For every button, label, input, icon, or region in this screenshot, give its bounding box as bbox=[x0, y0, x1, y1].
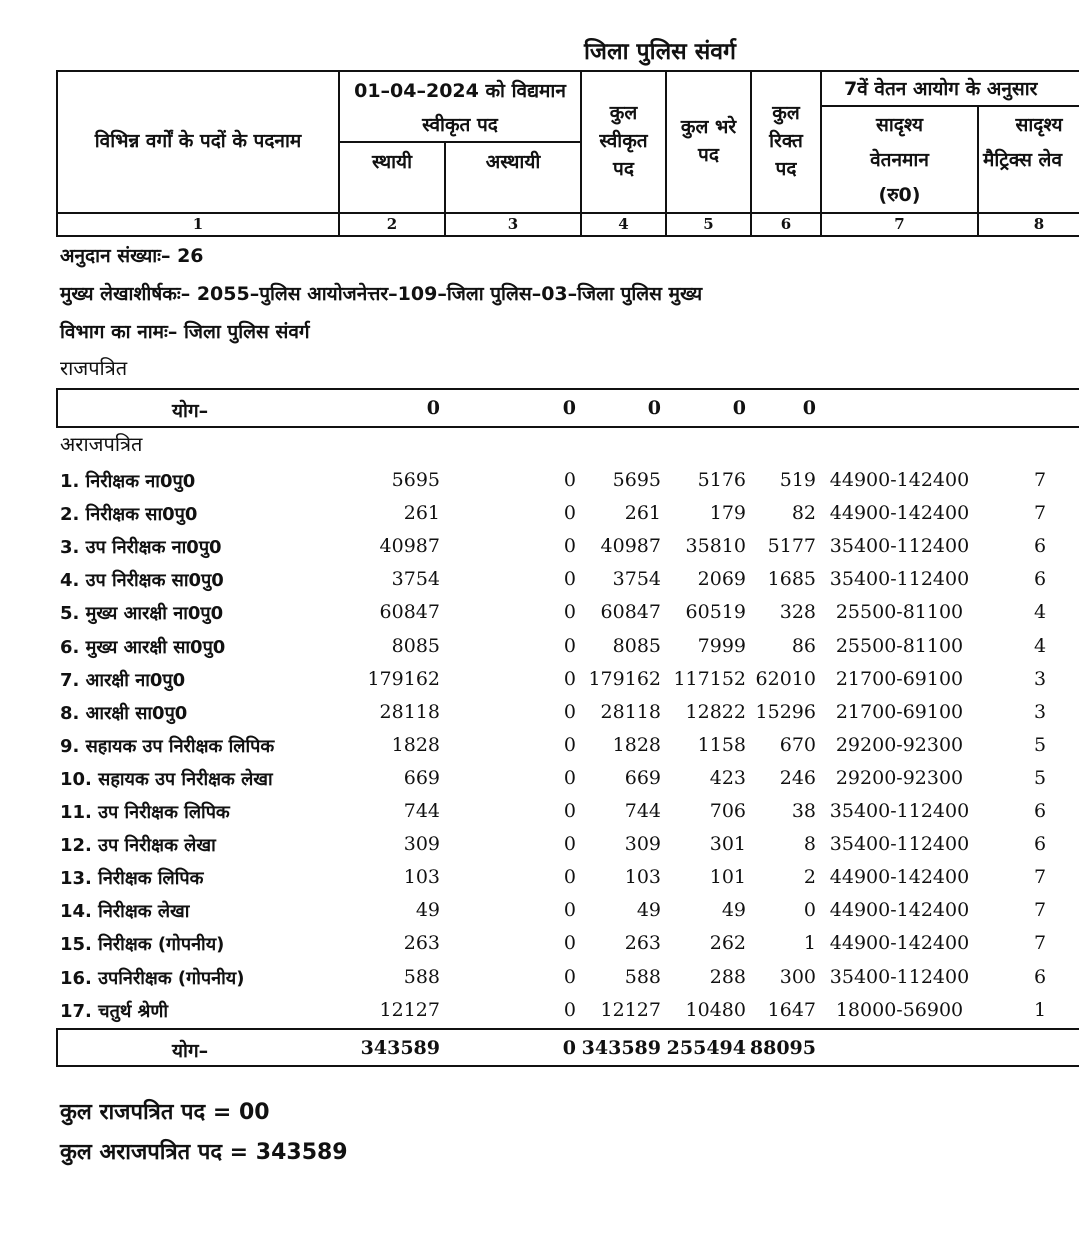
non-gazetted-heading: अराजपत्रित bbox=[60, 432, 143, 456]
row-temporary: 0 bbox=[563, 568, 576, 591]
row-pay: 44900-142400 bbox=[829, 899, 970, 922]
row-filled: 5176 bbox=[697, 469, 746, 491]
table-row bbox=[0, 863, 1079, 896]
account-head: मुख्य लेखाशीर्षकः– 2055–पुलिस आयोजनेत्तर–109–जिला पुलिस–03–जिला पुलिस मुख्य bbox=[60, 283, 703, 305]
row-vacant: 246 bbox=[779, 766, 816, 789]
row-post-name: 11. उप निरीक्षक लिपिक bbox=[60, 802, 230, 823]
row-level: 6 bbox=[1033, 833, 1047, 856]
row-pay: 21700-69100 bbox=[835, 667, 964, 690]
table-row bbox=[0, 996, 1079, 1029]
row-sanctioned: 60847 bbox=[600, 601, 661, 624]
gazetted-total-label: योग– bbox=[172, 400, 209, 422]
header-col6-line2: रिक्त bbox=[769, 130, 803, 152]
row-permanent: 12127 bbox=[379, 998, 440, 1021]
row-post-name: 8. आरक्षी सा0पु0 bbox=[60, 702, 188, 724]
row-vacant: 38 bbox=[791, 800, 816, 822]
row-pay: 44900-142400 bbox=[829, 469, 970, 491]
row-sanctioned: 12127 bbox=[600, 998, 661, 1021]
non-gazetted-total-temporary: 0 bbox=[562, 1037, 576, 1059]
row-pay: 35400-112400 bbox=[829, 535, 970, 558]
row-vacant: 15296 bbox=[755, 700, 816, 723]
col-number-1: 1 bbox=[192, 215, 204, 233]
row-sanctioned: 103 bbox=[624, 866, 661, 889]
row-temporary: 0 bbox=[563, 469, 576, 491]
row-vacant: 300 bbox=[779, 965, 816, 988]
header-col3: अस्थायी bbox=[485, 151, 541, 173]
row-vacant: 1 bbox=[803, 932, 816, 955]
footer-non-gazetted-total: कुल अराजपत्रित पद = 343589 bbox=[60, 1140, 348, 1165]
row-post-name: 4. उप निरीक्षक सा0पु0 bbox=[60, 570, 224, 592]
row-temporary: 0 bbox=[563, 833, 576, 856]
row-sanctioned: 8085 bbox=[612, 634, 661, 657]
row-vacant: 519 bbox=[779, 469, 816, 491]
row-sanctioned: 261 bbox=[624, 502, 661, 525]
row-permanent: 179162 bbox=[367, 667, 440, 690]
row-vacant: 62010 bbox=[755, 667, 816, 690]
non-gazetted-total-label: योग– bbox=[172, 1040, 209, 1062]
row-level: 7 bbox=[1033, 932, 1047, 955]
row-level: 7 bbox=[1033, 469, 1047, 491]
row-post-name: 6. मुख्य आरक्षी सा0पु0 bbox=[60, 636, 226, 658]
row-post-name: 7. आरक्षी ना0पु0 bbox=[60, 669, 186, 691]
row-temporary: 0 bbox=[563, 998, 576, 1021]
row-temporary: 0 bbox=[563, 899, 576, 922]
row-pay: 21700-69100 bbox=[835, 700, 964, 723]
row-level: 3 bbox=[1033, 667, 1047, 690]
row-level: 6 bbox=[1033, 965, 1047, 988]
table-row bbox=[0, 764, 1079, 797]
row-post-name: 1. निरीक्षक ना0पु0 bbox=[60, 471, 196, 492]
row-filled: 7999 bbox=[697, 634, 746, 657]
row-filled: 2069 bbox=[697, 568, 746, 591]
row-filled: 12822 bbox=[685, 700, 746, 723]
row-level: 7 bbox=[1033, 899, 1047, 922]
row-vacant: 5177 bbox=[767, 535, 816, 558]
non-gazetted-total-filled: 255494 bbox=[666, 1037, 746, 1059]
header-col4-line2: स्वीकृत bbox=[599, 130, 648, 152]
row-temporary: 0 bbox=[563, 502, 576, 525]
row-permanent: 40987 bbox=[379, 535, 440, 558]
row-level: 1 bbox=[1033, 998, 1047, 1021]
row-filled: 288 bbox=[709, 965, 746, 988]
col-number-8: 8 bbox=[1033, 215, 1045, 233]
table-row bbox=[0, 896, 1079, 929]
row-temporary: 0 bbox=[563, 766, 576, 789]
row-post-name: 17. चतुर्थ श्रेणी bbox=[60, 1000, 169, 1022]
header-col23-line1: 01–04–2024 को विद्यमान bbox=[354, 80, 566, 102]
header-col7-line1: सादृश्य bbox=[876, 114, 923, 136]
table-row bbox=[0, 632, 1079, 665]
row-vacant: 1685 bbox=[767, 568, 816, 591]
row-pay: 44900-142400 bbox=[829, 866, 970, 889]
table-row bbox=[0, 963, 1079, 996]
table-row bbox=[0, 698, 1079, 731]
row-post-name: 9. सहायक उप निरीक्षक लिपिक bbox=[60, 735, 275, 757]
gazetted-total-permanent: 0 bbox=[426, 397, 440, 419]
row-vacant: 82 bbox=[791, 502, 816, 525]
row-filled: 60519 bbox=[685, 601, 746, 624]
header-col8-line1: सादृश्य bbox=[1015, 114, 1063, 136]
row-pay: 18000-56900 bbox=[835, 998, 964, 1021]
col-number-6: 6 bbox=[780, 215, 792, 233]
row-pay: 35400-112400 bbox=[829, 800, 970, 822]
row-permanent: 263 bbox=[403, 932, 440, 955]
page-title: जिला पुलिस संवर्ग bbox=[583, 39, 737, 65]
col-number-3: 3 bbox=[507, 215, 519, 233]
row-temporary: 0 bbox=[563, 634, 576, 657]
non-gazetted-total-vacant: 88095 bbox=[749, 1037, 816, 1059]
row-filled: 423 bbox=[709, 766, 746, 789]
row-permanent: 309 bbox=[403, 833, 440, 856]
row-level: 6 bbox=[1033, 535, 1047, 558]
grant-number: अनुदान संख्याः– 26 bbox=[60, 245, 204, 267]
table-row bbox=[0, 797, 1079, 830]
row-post-name: 5. मुख्य आरक्षी ना0पु0 bbox=[60, 603, 224, 625]
row-post-name: 12. उप निरीक्षक लेखा bbox=[60, 835, 216, 857]
row-sanctioned: 263 bbox=[624, 932, 661, 955]
row-filled: 301 bbox=[709, 833, 746, 856]
row-filled: 101 bbox=[709, 866, 746, 889]
table-row bbox=[0, 466, 1079, 499]
header-col4-line1: कुल bbox=[609, 102, 638, 124]
row-level: 5 bbox=[1033, 766, 1047, 789]
row-sanctioned: 5695 bbox=[612, 469, 661, 491]
row-pay: 44900-142400 bbox=[829, 932, 970, 955]
table-row bbox=[0, 665, 1079, 698]
table-row bbox=[0, 598, 1079, 631]
header-col6-line1: कुल bbox=[772, 102, 800, 124]
row-permanent: 8085 bbox=[391, 634, 440, 657]
table-row bbox=[0, 565, 1079, 598]
col-number-4: 4 bbox=[618, 215, 629, 233]
gazetted-total-temporary: 0 bbox=[562, 397, 576, 419]
header-col5-line2: पद bbox=[698, 144, 719, 166]
row-permanent: 588 bbox=[403, 965, 440, 988]
row-post-name: 15. निरीक्षक (गोपनीय) bbox=[60, 934, 225, 956]
row-temporary: 0 bbox=[563, 965, 576, 988]
row-permanent: 28118 bbox=[379, 700, 440, 723]
row-filled: 117152 bbox=[673, 667, 746, 690]
row-level: 7 bbox=[1033, 866, 1047, 889]
row-level: 7 bbox=[1033, 502, 1047, 525]
row-pay: 25500-81100 bbox=[835, 634, 964, 657]
row-permanent: 744 bbox=[403, 800, 440, 822]
row-pay: 35400-112400 bbox=[829, 965, 970, 988]
row-pay: 35400-112400 bbox=[829, 568, 970, 591]
row-permanent: 3754 bbox=[391, 568, 440, 591]
row-permanent: 49 bbox=[415, 899, 440, 922]
row-temporary: 0 bbox=[563, 733, 576, 756]
row-post-name: 13. निरीक्षक लिपिक bbox=[60, 868, 204, 890]
row-level: 4 bbox=[1033, 601, 1047, 624]
gazetted-total-vacant: 0 bbox=[802, 397, 816, 419]
col-number-7: 7 bbox=[894, 215, 905, 233]
row-temporary: 0 bbox=[563, 700, 576, 723]
col-number-5: 5 bbox=[703, 215, 714, 233]
row-filled: 35810 bbox=[685, 535, 746, 558]
non-gazetted-total-permanent: 343589 bbox=[360, 1037, 440, 1059]
row-sanctioned: 179162 bbox=[588, 667, 661, 690]
table-row bbox=[0, 929, 1079, 962]
row-temporary: 0 bbox=[563, 866, 576, 889]
row-filled: 49 bbox=[721, 899, 746, 922]
row-post-name: 14. निरीक्षक लेखा bbox=[60, 901, 190, 923]
header-col2: स्थायी bbox=[371, 151, 412, 173]
row-post-name: 3. उप निरीक्षक ना0पु0 bbox=[60, 537, 222, 559]
row-sanctioned: 744 bbox=[624, 800, 661, 822]
row-sanctioned: 669 bbox=[624, 766, 661, 789]
row-vacant: 8 bbox=[803, 833, 816, 856]
non-gazetted-total-sanctioned: 343589 bbox=[581, 1037, 661, 1059]
row-filled: 262 bbox=[709, 932, 746, 955]
row-filled: 1158 bbox=[697, 733, 746, 756]
header-col7-line3: (रु0) bbox=[878, 184, 921, 206]
row-level: 4 bbox=[1033, 634, 1047, 657]
header-col8-line2: मैट्रिक्स लेव bbox=[983, 149, 1063, 171]
row-level: 6 bbox=[1033, 568, 1047, 591]
row-temporary: 0 bbox=[563, 667, 576, 690]
row-vacant: 1647 bbox=[767, 998, 816, 1021]
row-pay: 35400-112400 bbox=[829, 833, 970, 856]
row-sanctioned: 28118 bbox=[600, 700, 661, 723]
row-sanctioned: 588 bbox=[624, 965, 661, 988]
table-row bbox=[0, 532, 1079, 565]
row-filled: 179 bbox=[709, 502, 746, 525]
row-sanctioned: 1828 bbox=[612, 733, 661, 756]
header-col7-line2: वेतनमान bbox=[870, 149, 929, 171]
row-pay: 29200-92300 bbox=[835, 766, 964, 789]
col-number-2: 2 bbox=[386, 215, 398, 233]
row-level: 3 bbox=[1033, 700, 1047, 723]
row-post-name: 10. सहायक उप निरीक्षक लेखा bbox=[60, 768, 273, 790]
header-col78-group: 7वें वेतन आयोग के अनुसार bbox=[844, 78, 1038, 100]
row-pay: 25500-81100 bbox=[835, 601, 964, 624]
row-sanctioned: 40987 bbox=[600, 535, 661, 558]
row-permanent: 103 bbox=[403, 866, 440, 889]
header-col4-line3: पद bbox=[613, 158, 634, 180]
row-post-name: 16. उपनिरीक्षक (गोपनीय) bbox=[60, 967, 245, 989]
gazetted-total-filled: 0 bbox=[732, 397, 746, 419]
header-col23-line2: स्वीकृत पद bbox=[422, 114, 498, 136]
row-filled: 10480 bbox=[685, 998, 746, 1021]
table-row bbox=[0, 499, 1079, 532]
row-temporary: 0 bbox=[563, 601, 576, 624]
row-sanctioned: 309 bbox=[624, 833, 661, 856]
row-sanctioned: 3754 bbox=[612, 568, 661, 591]
table-row bbox=[0, 731, 1079, 764]
row-vacant: 86 bbox=[791, 634, 816, 657]
row-pay: 44900-142400 bbox=[829, 502, 970, 525]
row-post-name: 2. निरीक्षक सा0पु0 bbox=[60, 504, 198, 526]
gazetted-heading: राजपत्रित bbox=[60, 356, 128, 380]
row-vacant: 328 bbox=[779, 601, 816, 624]
row-temporary: 0 bbox=[563, 800, 576, 822]
department-name: विभाग का नामः– जिला पुलिस संवर्ग bbox=[60, 321, 310, 343]
gazetted-total-sanctioned: 0 bbox=[647, 397, 661, 419]
row-temporary: 0 bbox=[563, 932, 576, 955]
row-temporary: 0 bbox=[563, 535, 576, 558]
footer-gazetted-total: कुल राजपत्रित पद = 00 bbox=[60, 1100, 270, 1125]
row-level: 5 bbox=[1033, 733, 1047, 756]
row-pay: 29200-92300 bbox=[835, 733, 964, 756]
row-permanent: 669 bbox=[403, 766, 440, 789]
row-permanent: 60847 bbox=[379, 601, 440, 624]
row-vacant: 670 bbox=[779, 733, 816, 756]
header-col5-line1: कुल भरे bbox=[680, 116, 737, 138]
row-level: 6 bbox=[1033, 800, 1047, 822]
row-sanctioned: 49 bbox=[636, 899, 661, 922]
row-permanent: 261 bbox=[403, 502, 440, 525]
row-filled: 706 bbox=[709, 800, 746, 822]
header-col6-line3: पद bbox=[775, 158, 797, 180]
table-row bbox=[0, 830, 1079, 863]
row-permanent: 5695 bbox=[391, 469, 440, 491]
row-vacant: 2 bbox=[803, 866, 816, 889]
header-col1: विभिन्न वर्गों के पदों के पदनाम bbox=[94, 130, 302, 152]
row-permanent: 1828 bbox=[391, 733, 440, 756]
row-vacant: 0 bbox=[803, 899, 816, 922]
